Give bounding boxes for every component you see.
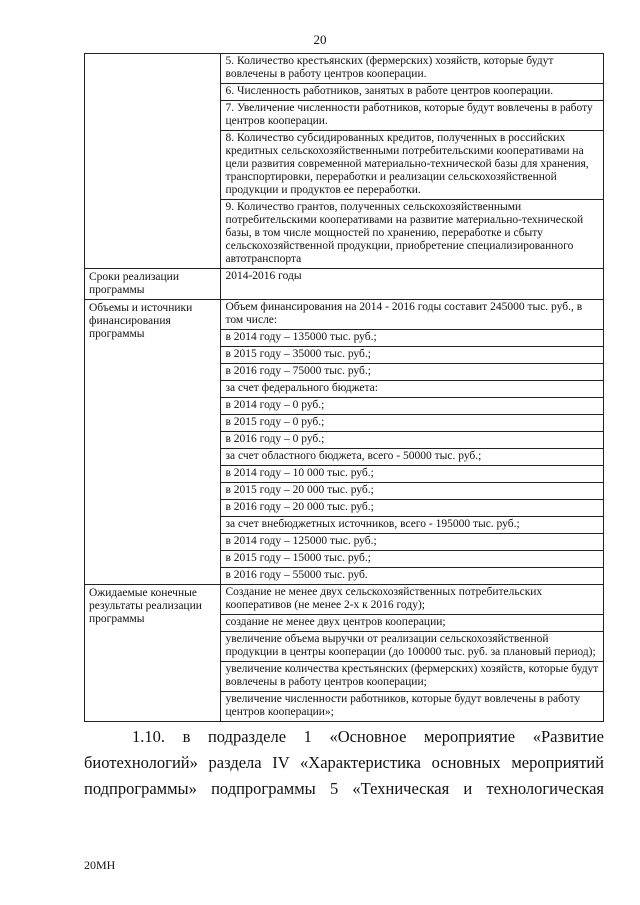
row-value (221, 54, 604, 269)
paragraph-word: «Основное (329, 727, 407, 746)
result-item: увеличение численности работников, которые будут вовлечены в работу центров кооперации»; (225, 693, 581, 718)
result-item: создание не менее двух центров кооперации; (221, 615, 603, 632)
table-row-financing (85, 300, 604, 585)
row-value (221, 300, 604, 585)
paragraph-word: подразделе (207, 727, 287, 746)
footer-code: 20МН (84, 858, 116, 872)
financing-item: в 2014 году – 125000 тыс. руб.; (221, 534, 603, 551)
financing-item: в 2014 году – 10 000 тыс. руб.; (221, 466, 603, 483)
indicator-5: 5. Количество крестьянских (фермерских) хозяйств, которые будут вовлечены в работу центров кооперации. (221, 54, 603, 84)
financing-item: за счет внебюджетных источников, всего - 195000 тыс. руб.; (221, 517, 603, 534)
row-label: Объемы и источники финансирования программы (85, 300, 221, 585)
paragraph-line-1 (84, 724, 604, 750)
indicator-9: 9. Количество грантов, полученных сельскохозяйственными потребительскими кооперативами на развитие материально-технической базы, в том числе мощностей по хранению, переработке и сбыту сельскохозяйственной продукции, приобретение специализированного автотранспорта (225, 201, 584, 265)
row-label (85, 54, 221, 269)
paragraph-word: 1 (303, 727, 312, 746)
row-value (221, 585, 604, 722)
table-row-results (85, 585, 604, 722)
program-passport-table (84, 53, 604, 722)
body-paragraph (84, 724, 604, 802)
terms-value: 2014-2016 годы (225, 270, 302, 282)
paragraph-line-3: подпрограммы» подпрограммы 5 «Техническая и технологическая (84, 779, 604, 798)
financing-item: в 2016 году – 0 руб.; (221, 432, 603, 449)
row-label: Сроки реализации программы (85, 269, 221, 300)
indicator-8: 8. Количество субсидированных кредитов, полученных в российских кредитных сельскохозяйственными потребительскими кооперативами на цели развития современной материально-технической базы для хранения, транспортировки, переработки и реализации сельскохозяйственной продукции и продуктов ее переработки. (221, 131, 603, 200)
financing-item: в 2014 году – 135000 тыс. руб.; (221, 330, 603, 347)
financing-item: за счет федерального бюджета: (221, 381, 603, 398)
paragraph-word: 1.10. (132, 727, 165, 746)
financing-item: в 2016 году – 20 000 тыс. руб.; (221, 500, 603, 517)
financing-item: в 2015 году – 20 000 тыс. руб.; (221, 483, 603, 500)
table-row-indicators (85, 54, 604, 269)
financing-item: в 2015 году – 0 руб.; (221, 415, 603, 432)
page-number: 20 (313, 32, 327, 47)
indicator-6: 6. Численность работников, занятых в работе центров кооперации. (221, 84, 603, 101)
result-item: увеличение количества крестьянских (фермерских) хозяйств, которые будут вовлечены в работу центров кооперации; (221, 662, 603, 692)
financing-item: в 2015 году – 15000 тыс. руб.; (221, 551, 603, 568)
row-label: Ожидаемые конечные результаты реализации программы (85, 585, 221, 722)
result-item: Создание не менее двух сельскохозяйственных потребительских кооперативов (не менее 2-х к 2016 году); (221, 585, 603, 615)
financing-item: в 2016 году – 55000 тыс. руб. (225, 569, 368, 581)
paragraph-line-2: биотехнологий» раздела IV «Характеристика основных мероприятий (84, 753, 604, 772)
paragraph-word: «Развитие (532, 727, 604, 746)
financing-item: в 2015 году – 35000 тыс. руб.; (221, 347, 603, 364)
table-row-terms (85, 269, 604, 300)
indicator-7: 7. Увеличение численности работников, которые будут вовлечены в работу центров кооперации. (221, 101, 603, 131)
result-item: увеличение объема выручки от реализации сельскохозяйственной продукции в центры кооперации (до 100000 тыс. руб. за плановый период); (221, 632, 603, 662)
paragraph-word: мероприятие (423, 727, 516, 746)
financing-item: Объем финансирования на 2014 - 2016 годы составит 245000 тыс. руб., в том числе: (221, 300, 603, 330)
paragraph-word: в (182, 727, 191, 746)
row-value (221, 269, 604, 300)
financing-item: в 2014 году – 0 руб.; (221, 398, 603, 415)
financing-item: за счет областного бюджета, всего - 50000 тыс. руб.; (221, 449, 603, 466)
financing-item: в 2016 году – 75000 тыс. руб.; (221, 364, 603, 381)
